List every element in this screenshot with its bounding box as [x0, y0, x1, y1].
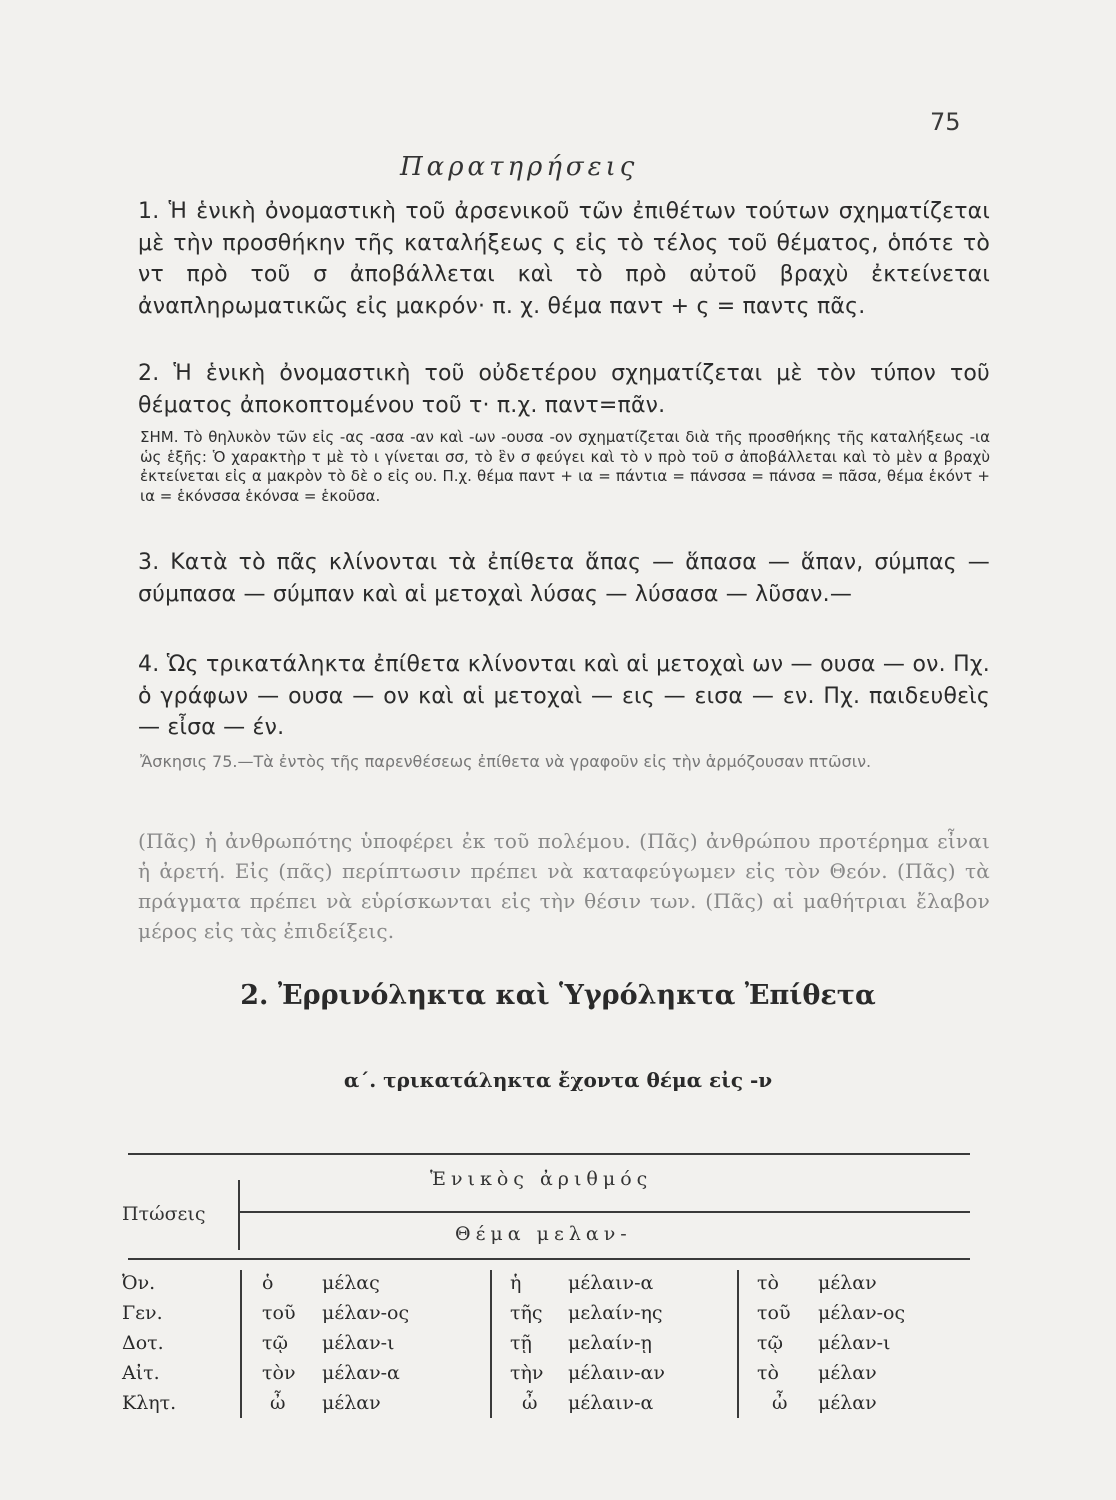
n-article: τῷ [757, 1332, 784, 1354]
case-label-accusative: Αἰτ. [122, 1362, 160, 1384]
m-form: μέλας [322, 1272, 380, 1294]
f-form: μέλαιν-α [568, 1392, 654, 1414]
f-form: μελαίν-ης [568, 1302, 663, 1324]
case-label-nominative: Ὀν. [122, 1272, 156, 1294]
m-form: μέλαν-ος [322, 1302, 410, 1324]
table-col-divider-2 [490, 1270, 492, 1418]
table-header-rule [128, 1258, 970, 1260]
section-heading-observations: Παρατηρήσεις [400, 152, 639, 182]
f-form: μέλαιν-α [568, 1272, 654, 1294]
paragraph-4: 4. Ὡς τρικατάληκτα ἐπίθετα κλίνονται καὶ αἱ μετοχαὶ ων — ουσα — ον. Πχ. ὁ γράφων — ουσα — ον καὶ αἱ μετοχαὶ — εις — εισα — εν. Πχ. παιδευθεὶς — εἶσα — έν. [138, 652, 990, 740]
m-article: ὁ [262, 1272, 274, 1294]
f-article: τῇ [510, 1332, 532, 1354]
f-form: μελαίν-ῃ [568, 1332, 652, 1354]
paragraph-3: 3. Κατὰ τὸ πᾶς κλίνονται τὰ ἐπίθετα ἅπας — ἅπασα — ἅπαν, σύμπας — σύμπασα — σύμπαν καὶ αἱ μετοχαὶ λύσας — λύσασα — λῦσαν.— [138, 550, 990, 607]
n-form: μέλαν [818, 1362, 877, 1384]
case-label-vocative: Κλητ. [122, 1392, 177, 1414]
table-top-rule [128, 1153, 970, 1155]
exercise-intro: Ἄσκησις 75.—Τὰ ἐντὸς τῆς παρενθέσεως ἐπίθετα νὰ γραφοῦν εἰς τὴν ἁρμόζουσαν πτῶσιν. [140, 752, 872, 771]
stem-header: Θέμα μελαν- [455, 1223, 632, 1245]
case-column-header: Πτώσεις [122, 1203, 206, 1225]
m-article: τοῦ [262, 1302, 296, 1324]
f-article: ἡ [510, 1272, 522, 1294]
case-label-genitive: Γεν. [122, 1302, 163, 1324]
n-article: τὸ [757, 1362, 779, 1384]
n-article: τοῦ [757, 1302, 791, 1324]
number-header: Ἑνικὸς ἀριθμός [430, 1168, 653, 1190]
m-article: τὸν [262, 1362, 296, 1384]
f-form: μέλαιν-αν [568, 1362, 665, 1384]
f-article: ὦ [522, 1392, 538, 1414]
n-article: τὸ [757, 1272, 779, 1294]
m-form: μέλαν [322, 1392, 381, 1414]
paragraph-2: 2. Ἡ ἑνικὴ ὀνομαστικὴ τοῦ οὐδετέρου σχηματίζεται μὲ τὸν τύπον τοῦ θέματος ἀποκοπτομένου τοῦ τ· π.χ. παντ=πᾶν. [138, 361, 990, 418]
m-article: ὦ [270, 1392, 286, 1414]
n-form: μέλαν [818, 1392, 877, 1414]
table-mid-rule [238, 1211, 970, 1213]
subsection-title: α΄. τρικατάληκτα ἔχοντα θέμα εἰς -ν [343, 1068, 773, 1092]
exercise-text: (Πᾶς) ἡ ἀνθρωπότης ὑποφέρει ἐκ τοῦ πολέμου. (Πᾶς) ἀνθρώπου προτέρημα εἶναι ἡ ἀρετή. Εἰς (πᾶς) περίπτωσιν πρέπει νὰ καταφεύγωμεν εἰς τὸν Θεόν. (Πᾶς) τὰ πράγματα πρέπει νὰ εὑρίσκωνται εἰς τὴν θέσιν των. (Πᾶς) αἱ μαθήτριαι ἔλαβον μέρος εἰς τὰς ἐπιδείξεις. [138, 829, 990, 943]
table-header-divider [238, 1180, 240, 1250]
f-article: τῆς [510, 1302, 543, 1324]
section-title: 2. Ἐρρινόληκτα καὶ Ὑγρόληκτα Ἐπίθετα [240, 980, 876, 1011]
table-col-divider-3 [737, 1270, 739, 1418]
n-form: μέλαν [818, 1272, 877, 1294]
n-form: μέλαν-ος [818, 1302, 906, 1324]
f-article: τὴν [510, 1362, 544, 1384]
case-label-dative: Δοτ. [122, 1332, 164, 1354]
table-col-divider-1 [240, 1270, 242, 1418]
n-article: ὦ [772, 1392, 788, 1414]
note-paragraph: ΣΗΜ. Τὸ θηλυκὸν τῶν εἰς -ας -ασα -αν καὶ -ων -ουσα -ον σχηματίζεται διὰ τῆς προσθήκης τῆς καταλήξεως -ια ὡς ἑξῆς: Ὁ χαρακτὴρ τ μὲ τὸ ι γίνεται σσ, τὸ ἓν σ φεύγει καὶ τὸ ν πρὸ τοῦ σ ἀποβάλλεται καὶ τὸ μὲν α βραχὺ ἐκτείνεται εἰς α μακρὸν τὸ δὲ ο εἰς ου. Π.χ. θέμα παντ + ια = πάντια = πάνσσα = πάνσα = πᾶσα, θέμα ἑκόντ + ια = ἑκόνσσα ἑκόνσα = ἑκοῦσα. [140, 428, 990, 505]
m-form: μέλαν-ι [322, 1332, 395, 1354]
page-number: 75 [930, 108, 961, 136]
m-form: μέλαν-α [322, 1362, 400, 1384]
n-form: μέλαν-ι [818, 1332, 891, 1354]
paragraph-1: 1. Ἡ ἑνικὴ ὀνομαστικὴ τοῦ ἀρσενικοῦ τῶν ἐπιθέτων τούτων σχηματίζεται μὲ τὴν προσθήκην τῆς καταλήξεως ς εἰς τὸ τέλος τοῦ θέματος, ὁπότε τὸ ντ πρὸ τοῦ σ ἀποβάλλεται καὶ τὸ πρὸ αὐτοῦ βραχὺ ἐκτείνεται ἀναπληρωματικῶς εἰς μακρόν· π. χ. θέμα παντ + ς = παντς πᾶς. [138, 199, 990, 319]
m-article: τῷ [262, 1332, 289, 1354]
